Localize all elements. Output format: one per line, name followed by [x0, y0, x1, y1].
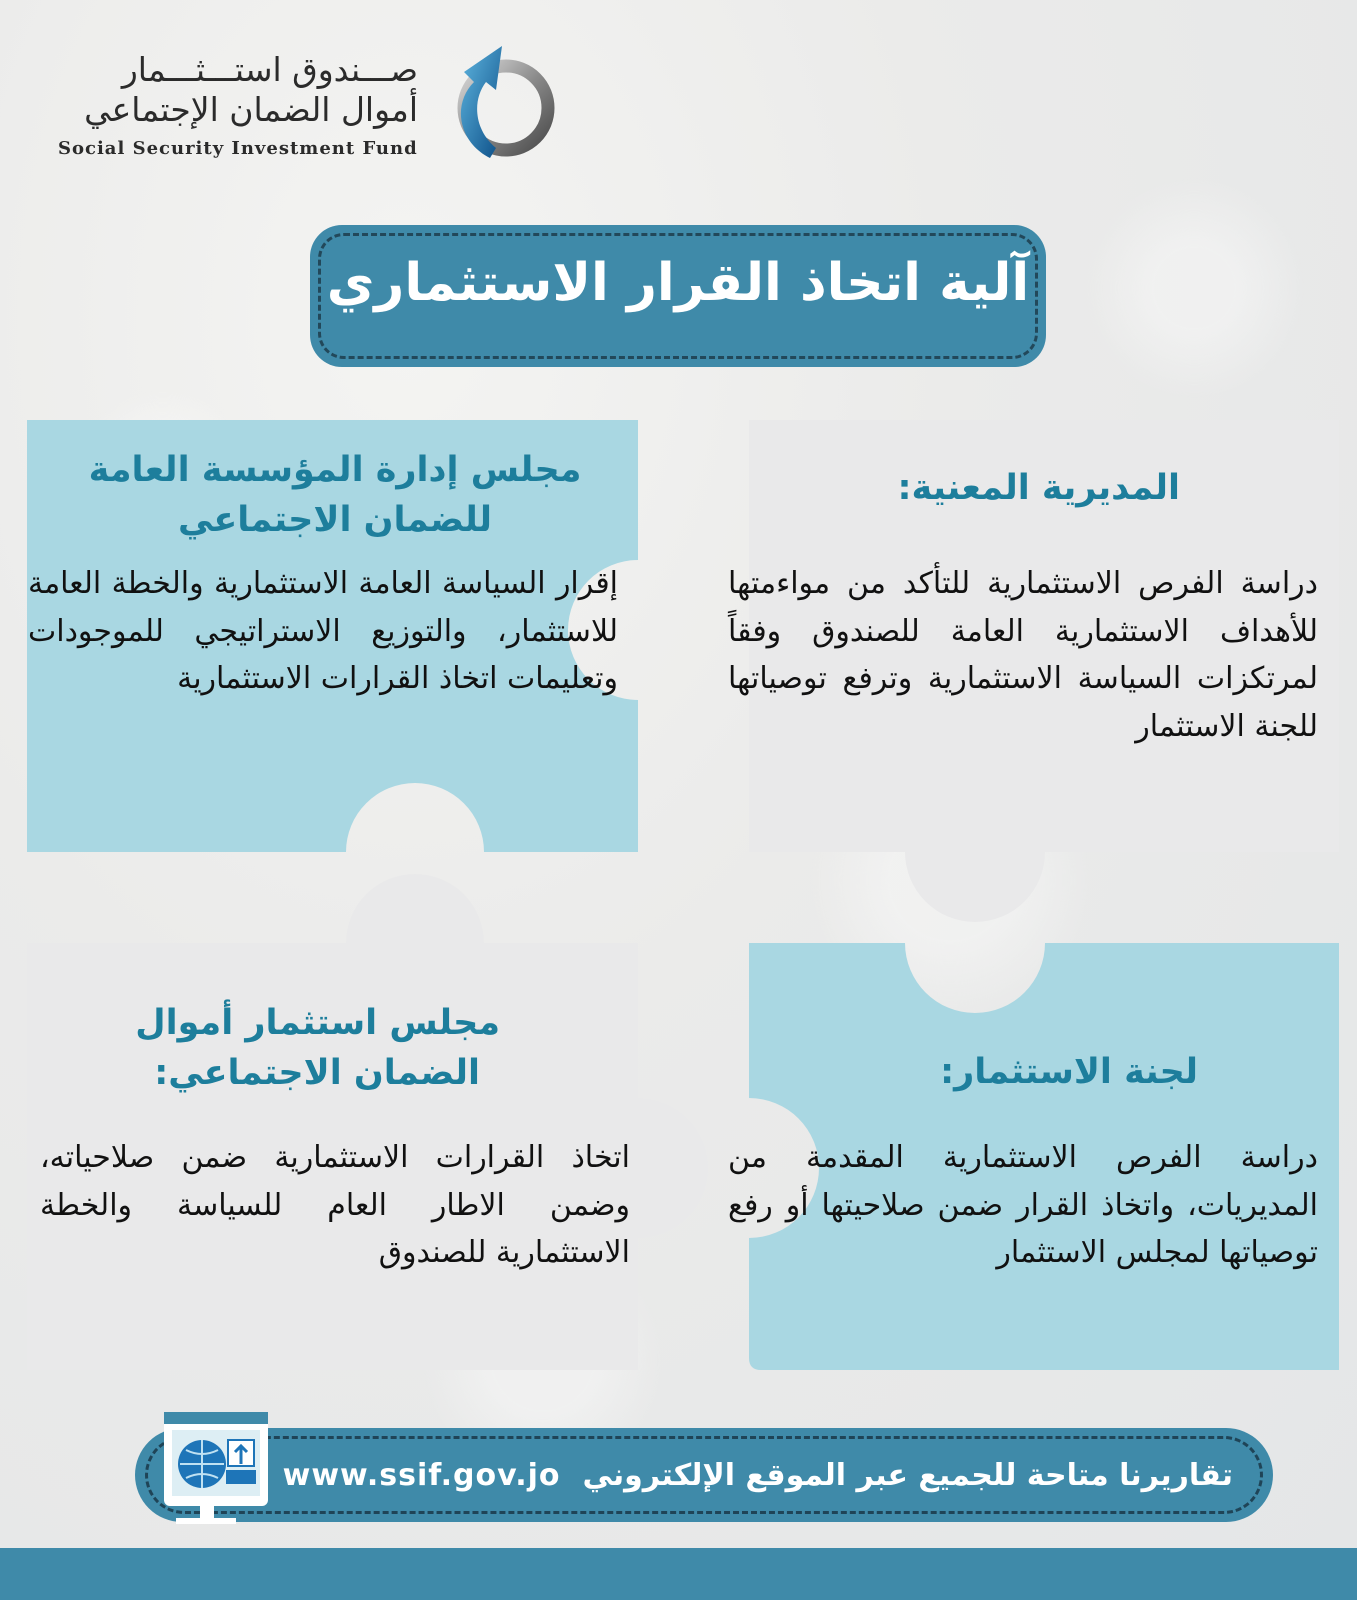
footer-website-link[interactable]: www.ssif.gov.jo	[282, 1457, 561, 1493]
directorate-body: دراسة الفرص الاستثمارية للتأكد من مواءمتها للأهداف الاستثمارية العامة للصندوق وفقاً لمرتكزات السياسة الاستثمارية وترفع توصياتها للجنة الاستثمار	[728, 566, 1318, 744]
logo-name-ar-line2: أموال الضمان الإجتماعي	[84, 90, 418, 129]
committee-heading: لجنة الاستثمار:	[940, 1052, 1198, 1092]
board-heading-line2: للضمان الاجتماعي	[177, 500, 493, 540]
committee-body: دراسة الفرص الاستثمارية المقدمة من المديريات، واتخاذ القرار ضمن صلاحيتها أو رفع توصياتها لمجلس الاستثمار	[728, 1140, 1318, 1270]
council-heading-line1: مجلس استثمار أموال	[135, 1003, 500, 1043]
logo-name-en: Social Security Investment Fund	[58, 138, 418, 159]
board-body: إقرار السياسة العامة الاستثمارية والخطة العامة للاستثمار، والتوزيع الاستراتيجي للموجودات وتعليمات اتخاذ القرارات الاستثمارية	[28, 566, 618, 696]
monitor-globe-icon	[160, 1408, 278, 1526]
council-heading-line2: الضمان الاجتماعي:	[154, 1053, 480, 1093]
bottom-bar	[0, 1548, 1357, 1600]
board-heading-line1: مجلس إدارة المؤسسة العامة	[88, 450, 582, 490]
footer-message: تقاريرنا متاحة للجميع عبر الموقع الإلكتروني	[582, 1457, 1233, 1493]
logo-name-ar-line1: صـــندوق استـــثـــمار	[121, 50, 418, 89]
page-title: آلية اتخاذ القرار الاستثماري	[326, 253, 1030, 313]
footer-text	[282, 1450, 1233, 1500]
directorate-heading: المديرية المعنية:	[897, 468, 1180, 508]
council-body: اتخاذ القرارات الاستثمارية ضمن صلاحياته، وضمن الاطار العام للسياسة والخطة الاستثمارية للصندوق	[40, 1140, 630, 1270]
puzzle-piece-council	[27, 874, 708, 1370]
